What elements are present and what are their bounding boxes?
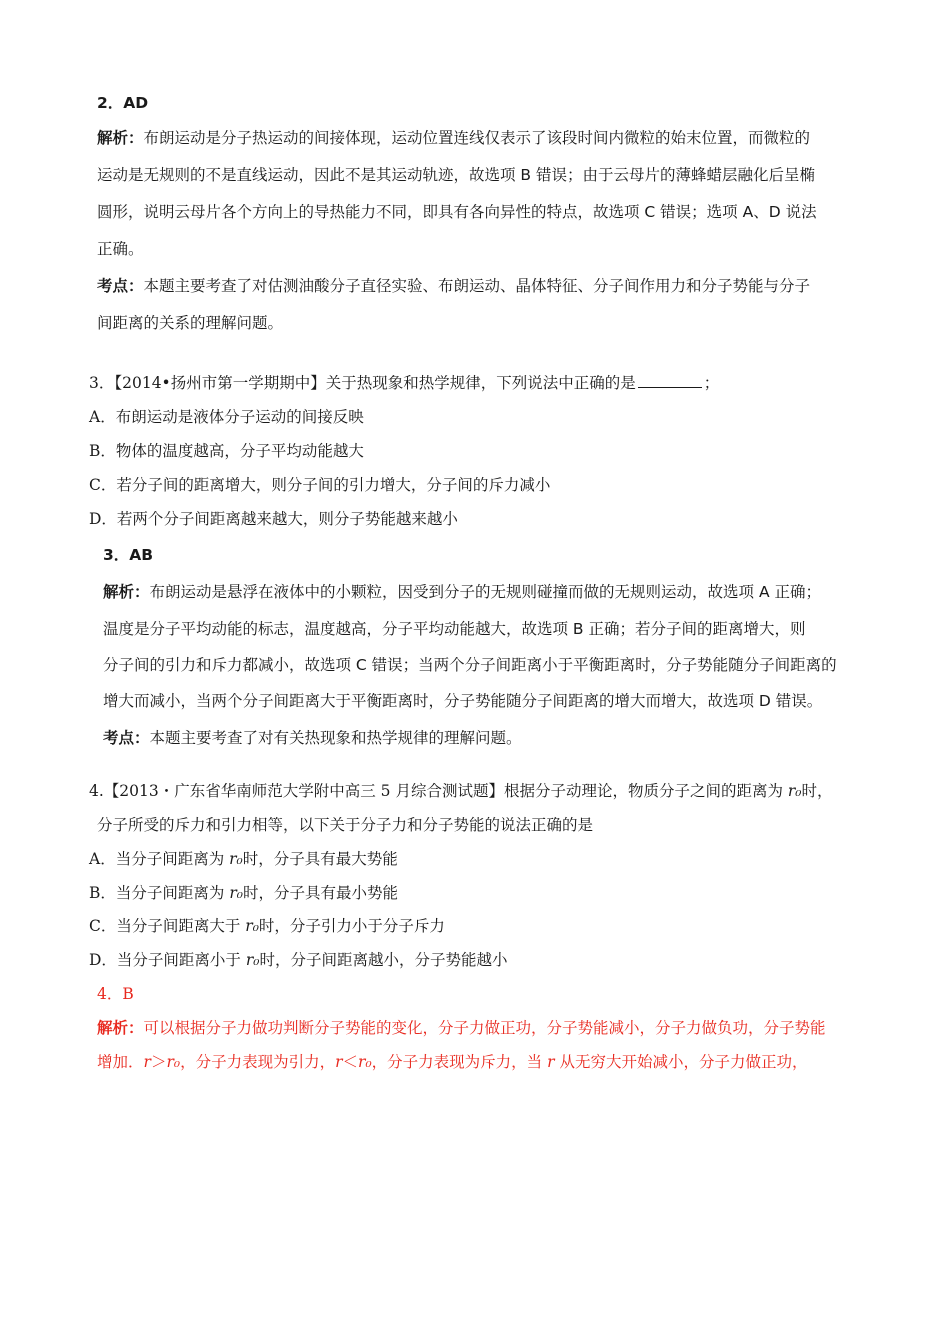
q2-analysis-line: 解析：布朗运动是分子热运动的间接体现，运动位置连线仅表示了该段时间内微粒的始末位置，而微粒的 bbox=[97, 129, 811, 147]
q4-analysis-line: 解析：可以根据分子力做功判断分子势能的变化，分子力做正功，分子势能减小，分子力做负功，分子势能 bbox=[97, 1018, 826, 1037]
q2-analysis-line: 圆形，说明云母片各个方向上的导热能力不同，即具有各向异性的特点，故选项 C 错误；选项 A、D 说法 bbox=[97, 203, 817, 221]
kaodian-label: 考点： bbox=[97, 277, 144, 295]
kaodian-label: 考点： bbox=[103, 729, 150, 747]
q4-option-a: A．当分子间距离为 r₀时，分子具有最大势能 bbox=[89, 850, 398, 868]
q3-stem: 3．【2014•扬州市第一学期期中】关于热现象和热学规律，下列说法中正确的是 ； bbox=[89, 374, 720, 392]
q2-kaodian-line: 间距离的关系的理解问题。 bbox=[97, 314, 284, 332]
q3-option-b: B．物体的温度越高，分子平均动能越大 bbox=[89, 442, 364, 460]
q2-kaodian-line: 考点：本题主要考查了对估测油酸分子直径实验、布朗运动、晶体特征、分子间作用力和分子势能与分子 bbox=[97, 277, 811, 295]
q3-option-c: C．若分子间的距离增大，则分子间的引力增大，分子间的斥力减小 bbox=[89, 476, 551, 494]
q4-answer: 4．B bbox=[97, 985, 134, 1003]
q4-option-b: B．当分子间距离为 r₀时，分子具有最小势能 bbox=[89, 884, 398, 902]
q4-stem-line1: 4.【2013・广东省华南师范大学附中高三 5 月综合测试题】根据分子动理论，物质分子之间的距离为 r₀时， bbox=[89, 782, 833, 800]
q2-analysis-line: 正确。 bbox=[97, 240, 144, 258]
q3-kaodian-line: 考点：本题主要考查了对有关热现象和热学规律的理解问题。 bbox=[103, 729, 522, 747]
answer-blank bbox=[638, 373, 702, 388]
r0-symbol: r₀ bbox=[787, 782, 802, 800]
q3-analysis-line: 解析：布朗运动是悬浮在液体中的小颗粒，因受到分子的无规则碰撞而做的无规则运动，故选项 A 正确； bbox=[103, 583, 821, 601]
analysis-label: 解析： bbox=[103, 583, 150, 601]
q3-analysis-line: 温度是分子平均动能的标志，温度越高，分子平均动能越大，故选项 B 正确；若分子间的距离增大，则 bbox=[103, 620, 806, 638]
q4-stem-line2: 分子所受的斥力和引力相等，以下关于分子力和分子势能的说法正确的是 bbox=[97, 816, 594, 834]
analysis-label: 解析： bbox=[97, 1018, 144, 1037]
q3-analysis-line: 增大而减小，当两个分子间距离大于平衡距离时，分子势能随分子间距离的增大而增大，故选项 D 错误。 bbox=[103, 692, 823, 710]
q4-analysis-line: 增加．r＞r₀，分子力表现为引力，r＜r₀，分子力表现为斥力，当 r 从无穷大开始减小，分子力做正功， bbox=[97, 1053, 808, 1071]
q3-analysis-line: 分子间的引力和斥力都减小，故选项 C 错误；当两个分子间距离小于平衡距离时，分子势能随分子间距离的 bbox=[103, 656, 837, 674]
q4-option-d: D．当分子间距离小于 r₀时，分子间距离越小，分子势能越小 bbox=[89, 951, 508, 969]
q3-option-d: D．若两个分子间距离越来越大，则分子势能越来越小 bbox=[89, 510, 458, 528]
q3-answer: 3．AB bbox=[103, 546, 154, 564]
q2-analysis-line: 运动是无规则的不是直线运动，因此不是其运动轨迹，故选项 B 错误；由于云母片的薄蜂蜡层融化后呈椭 bbox=[97, 166, 815, 184]
analysis-label: 解析： bbox=[97, 129, 144, 147]
q3-option-a: A．布朗运动是液体分子运动的间接反映 bbox=[89, 408, 364, 426]
q2-answer: 2．AD bbox=[97, 94, 149, 112]
q4-option-c: C．当分子间距离大于 r₀时，分子引力小于分子斥力 bbox=[89, 917, 445, 935]
